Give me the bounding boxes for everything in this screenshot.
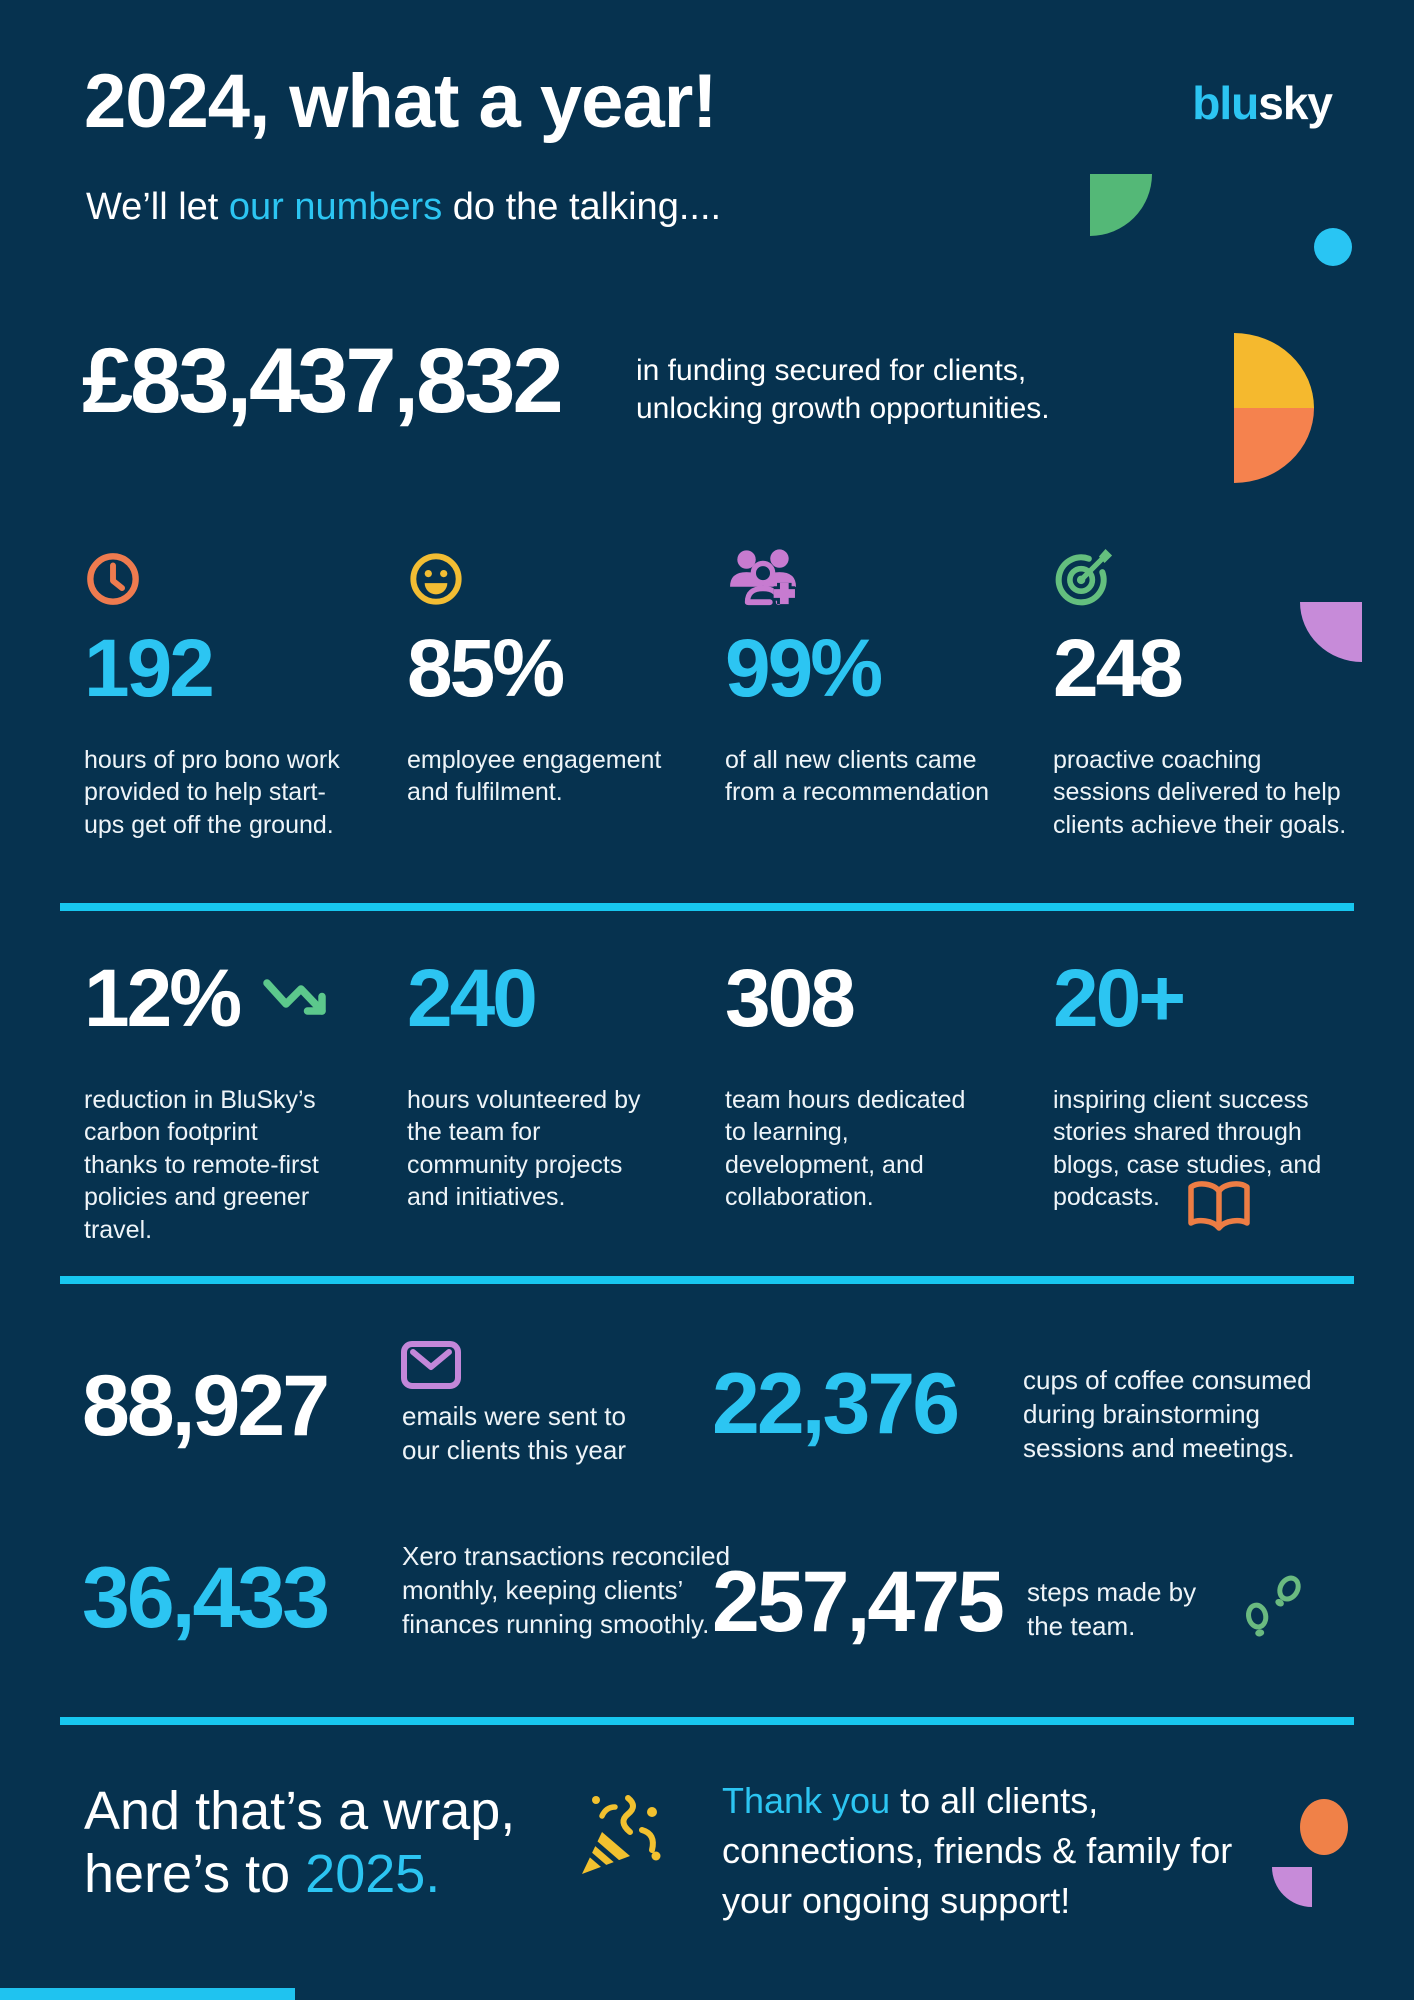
smiley-icon: [407, 548, 717, 608]
closing-message: [84, 1780, 515, 1905]
brand-logo: [1192, 76, 1332, 130]
open-book-icon: [1185, 1178, 1253, 1243]
stat-value: 20+: [1053, 953, 1184, 1044]
thank-you-text: to all clients, connections, friends & family for your ongoing support!: [722, 1780, 1233, 1922]
page-subtitle: [86, 186, 721, 229]
stat-value-coffee: 22,376: [712, 1356, 958, 1452]
stat-card-coaching: [1053, 548, 1363, 841]
funding-amount: £83,437,832: [82, 330, 561, 432]
subtitle-prefix: We’ll let: [86, 186, 229, 228]
stat-description-xero: Xero transactions reconciled monthly, keeping clients’ finances running smoothly.: [402, 1541, 731, 1639]
stat-description: reduction in BluSky’s carbon footprint thanks to remote-first policies and greener travel.: [84, 1085, 319, 1244]
half-circle-shape-bottom: [1234, 408, 1314, 483]
section-divider: [60, 1276, 1354, 1284]
stat-description-steps: steps made by the team.: [1027, 1577, 1197, 1641]
stat-description: hours of pro bono work provided to help start-ups get off the ground.: [84, 745, 340, 839]
section-divider: [60, 903, 1354, 911]
stat-value: 240: [407, 953, 535, 1044]
stat-description-coffee: cups of coffee consumed during brainstorming sessions and meetings.: [1023, 1365, 1312, 1463]
stat-description: team hours dedicated to learning, development, and collaboration.: [725, 1085, 966, 1212]
stat-value: 308: [725, 953, 853, 1044]
stat-card-volunteer: [407, 953, 717, 1214]
stat-description: of all new clients came from a recommendation: [725, 745, 990, 807]
stat-card-stories: [1053, 953, 1363, 1214]
stat-card-engagement: [407, 548, 717, 809]
target-arrow-icon: [1053, 548, 1363, 608]
closing-line2-highlight: 2025.: [305, 1843, 441, 1904]
green-quarter-shape: [1090, 174, 1152, 236]
thank-you-highlight: Thank you: [722, 1780, 891, 1821]
stat-description: employee engagement and fulfilment.: [407, 745, 662, 807]
closing-line1: And that’s a wrap,: [84, 1781, 516, 1841]
subtitle-suffix: do the talking....: [442, 186, 722, 228]
stat-value-emails: 88,927: [82, 1358, 328, 1454]
stat-value: 12%: [84, 953, 240, 1044]
footer-purple-quarter-shape: [1272, 1867, 1312, 1907]
stat-value: 85%: [407, 623, 563, 714]
confetti-icon: [572, 1792, 664, 1889]
page-title: 2024, what a year!: [84, 59, 717, 144]
footprints-icon: [1240, 1574, 1306, 1645]
cyan-dot-shape: [1314, 228, 1352, 266]
stat-value: 192: [84, 623, 212, 714]
subtitle-highlight: our numbers: [228, 186, 443, 228]
stat-value-xero: 36,433: [82, 1550, 328, 1646]
stat-value-steps: 257,475: [712, 1554, 1002, 1650]
brand-logo-blu: blu: [1192, 77, 1259, 129]
stat-card-learning: [725, 953, 1035, 1214]
half-circle-shape-top: [1234, 333, 1314, 408]
stat-card-carbon: [84, 953, 394, 1246]
stat-description: hours volunteered by the team for community projects and initiatives.: [407, 1085, 641, 1212]
closing-line2-prefix: here’s to: [84, 1843, 306, 1904]
stat-description: proactive coaching sessions delivered to help clients achieve their goals.: [1053, 745, 1347, 839]
bottom-edge-bar: [0, 1988, 295, 2000]
thank-you-message: [722, 1776, 1267, 1926]
stat-value: 99%: [725, 623, 881, 714]
brand-logo-sky: sky: [1258, 77, 1332, 129]
stat-description-emails: emails were sent to our clients this year: [402, 1401, 626, 1465]
clock-icon: [84, 548, 394, 608]
stat-description: inspiring client success stories shared through blogs, case studies, and podcasts.: [1053, 1085, 1322, 1212]
funding-description: in funding secured for clients, unlocking growth opportunities.: [636, 354, 1050, 425]
trend-down-icon: [262, 976, 336, 1029]
envelope-icon: [400, 1338, 462, 1397]
section-divider: [60, 1717, 1354, 1725]
stat-value: 248: [1053, 623, 1181, 714]
stat-card-probono: [84, 548, 394, 841]
stat-card-recommendation: [725, 548, 1035, 809]
orange-ellipse-shape: [1300, 1799, 1348, 1855]
people-plus-icon: [725, 548, 1035, 608]
